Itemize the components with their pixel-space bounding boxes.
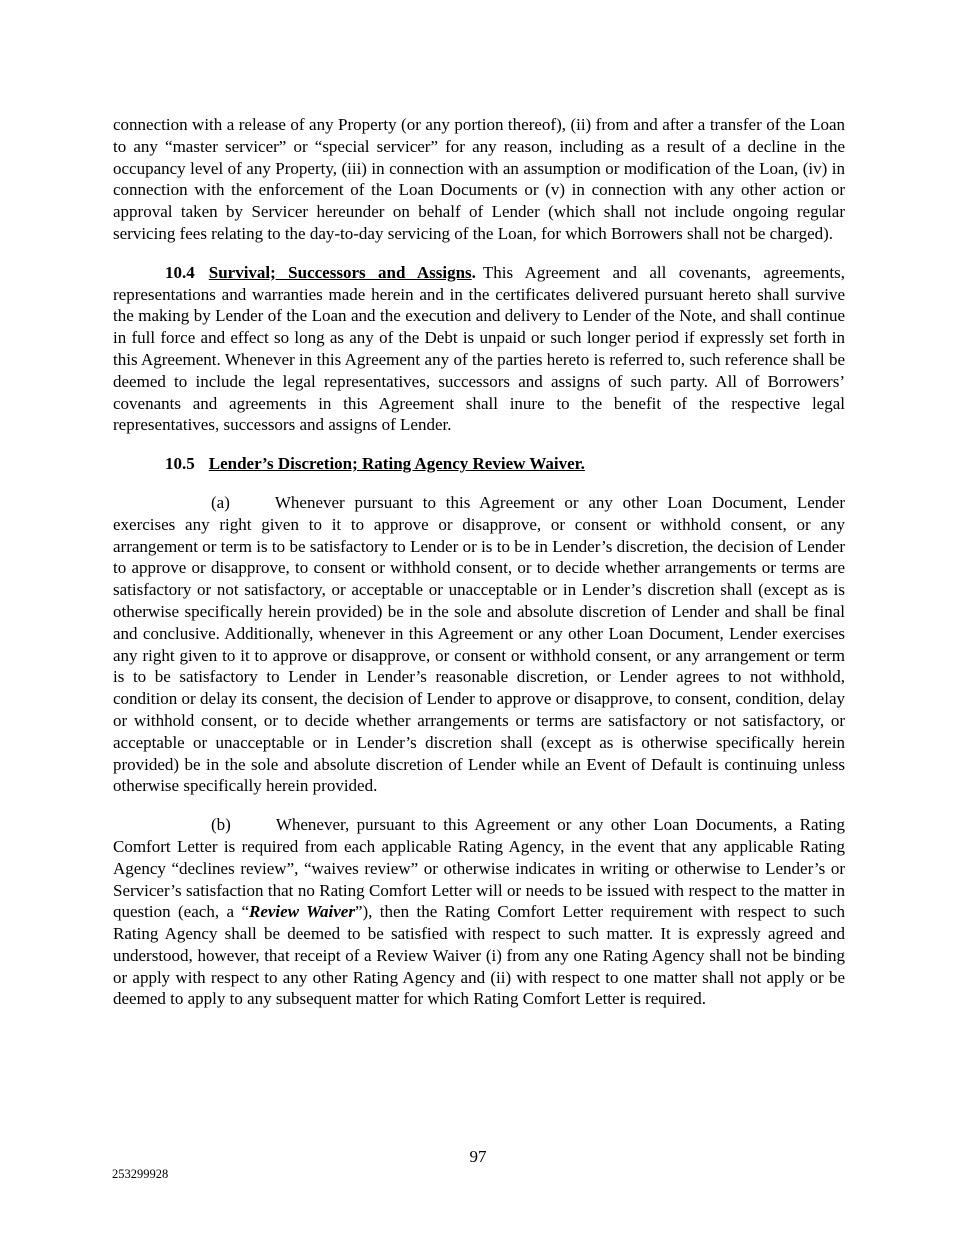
subsection-a [113, 492, 845, 797]
section-10-4 [113, 262, 845, 436]
section-10-4-title-period: . [471, 262, 476, 282]
subsection-b-label: (b) [211, 815, 231, 835]
section-10-4-body: This Agreement and all covenants, agreements, representations and warranties made herein and in the certificates delivered pursuant hereto shall survive the making by Lender of the Loan and the execution and delivery to Lender of the Note, and shall continue in full force and effect so long as any of the Debt is unpaid or such longer period if expressly set forth in this Agreement. Whenever in this Agreement any of the parties hereto is referred to, such reference shall be deemed to include the legal representatives, successors and assigns of such party. All of Borrowers’ covenants and agreements in this Agreement shall inure to the benefit of the respective legal representatives, successors and assigns of Lender. [113, 262, 845, 435]
subsection-b-body-before: Whenever, pursuant to this Agreement or any other Loan Documents, a Rating Comfort Letter is required from each applicable Rating Agency, in the event that any applicable Rating Agency “declines review”, “waives review” or otherwise indicates in writing or otherwise to Lender’s or Servicer’s satisfaction that no Rating Comfort Letter will or needs to be issued with respect to the matter in question (each, a “ [113, 815, 845, 922]
subsection-a-label: (a) [211, 492, 230, 512]
section-10-5-number: 10.5 [165, 454, 195, 474]
page-number: 97 [469, 1147, 487, 1166]
subsection-a-body: Whenever pursuant to this Agreement or any other Loan Document, Lender exercises any right given to it to approve or disapprove, or consent or withhold consent, or any arrangement or term is to be satisfactory to Lender or is to be in Lender’s discretion, the decision of Lender to approve or disapprove, to consent or withhold consent, or to decide whether arrangements or terms are satisfactory or not satisfactory, or acceptable or unacceptable or in Lender’s discretion shall (except as is otherwise specifically herein provided) be in the sole and absolute discretion of Lender and shall be final and conclusive. Additionally, whenever in this Agreement or any other Loan Document, Lender exercises any right given to it to approve or disapprove, or consent or withhold consent, or any arrangement or term is to be satisfactory to Lender in Lender’s reasonable discretion, or Lender agrees to not withhold, condition or delay its consent, the decision of Lender to approve or disapprove, to consent, condition, delay or withhold consent, or to decide whether arrangements or terms are satisfactory or not satisfactory, or acceptable or unacceptable or in Lender’s discretion shall (except as is otherwise specifically herein provided) be in the sole and absolute discretion of Lender while an Event of Default is continuing unless otherwise specifically herein provided. [113, 492, 845, 796]
section-10-5-heading [113, 453, 845, 475]
document-control-number: 253299928 [112, 1167, 169, 1181]
page-content [113, 114, 845, 1027]
paragraph-continuation: connection with a release of any Property (or any portion thereof), (ii) from and after a transfer of the Loan to any “master servicer” or “special servicer” for any reason, including as a result of a decline in the occupancy level of any Property, (iii) in connection with an assumption or modification of the Loan, (iv) in connection with the enforcement of the Loan Documents or (v) in connection with any other action or approval taken by Servicer hereunder on behalf of Lender (which shall not include ongoing regular servicing fees relating to the day-to-day servicing of the Loan, for which Borrowers shall not be charged). [113, 115, 845, 243]
section-10-4-number: 10.4 [165, 262, 195, 282]
defined-term-review-waiver: Review Waiver [249, 902, 355, 922]
subsection-b-body-after: ”), then the Rating Comfort Letter requirement with respect to such Rating Agency shall be deemed to be satisfied with respect to such matter. It is expressly agreed and understood, however, that receipt of a Review Waiver (i) from any one Rating Agency shall not be binding or apply with respect to any other Rating Agency and (ii) with respect to one matter shall not apply or be deemed to apply to any subsequent matter for which Rating Comfort Letter is required. [113, 902, 845, 1009]
subsection-b [113, 814, 845, 1010]
section-10-5-title: Lender’s Discretion; Rating Agency Review Waiver. [208, 454, 585, 474]
section-10-4-title: Survival; Successors and Assigns [208, 262, 472, 282]
